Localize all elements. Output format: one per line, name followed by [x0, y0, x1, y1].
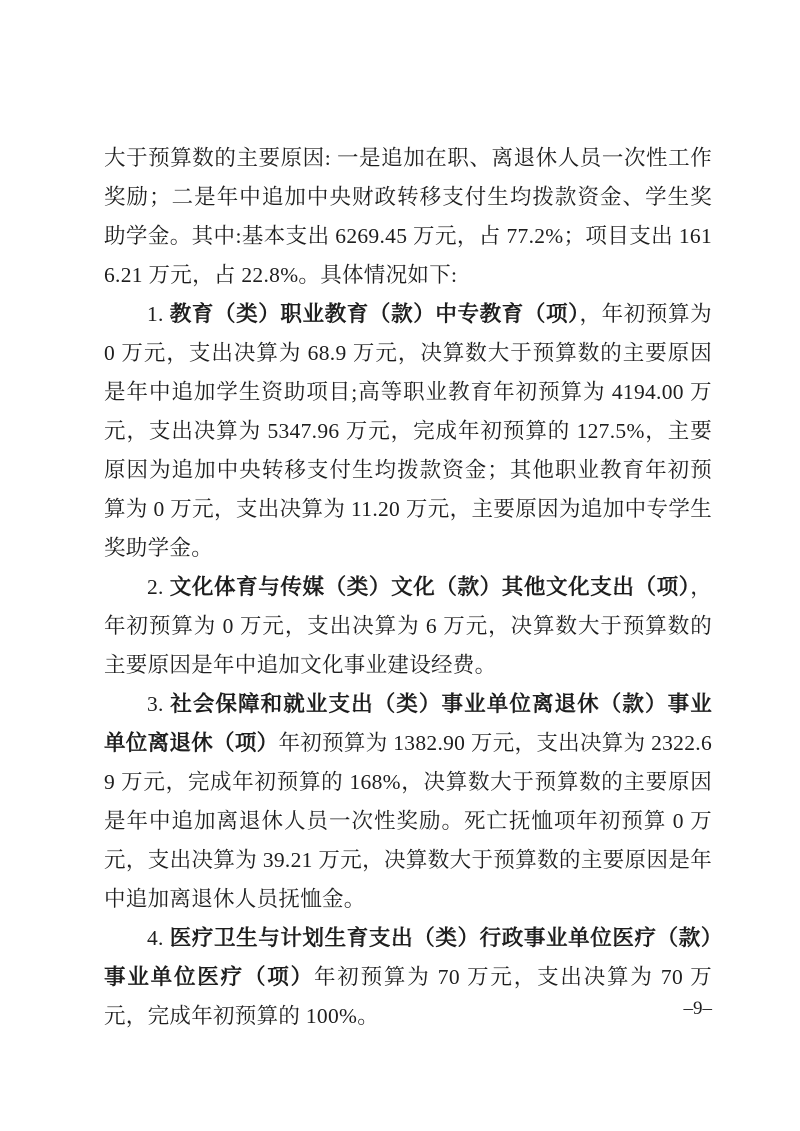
page-number: –9– [683, 998, 712, 1019]
paragraph-text: ，年初预算为 0 万元，支出决算为 68.9 万元，决算数大于预算数的主要原因是年中追加学生资助项目;高等职业教育年初预算为 4194.00 万元，支出决算为 5347.96 万元，完成年初预算的 127.5%，主要原因为追加中央转移支付生均拨款资金；其他职业教育年初预算为 0 万元，支出决算为 11.20 万元，主要原因为追加中专学生奖助学金。 [104, 302, 712, 560]
paragraph-text: 1. [147, 302, 170, 326]
paragraph-text: ，年初预算为 0 万元，支出决算为 6 万元，决算数大于预算数的主要原因是年中追加文化事业建设经费。 [104, 575, 712, 677]
budget-item-heading: 文化体育与传媒（类）文化（款）其他文化支出（项） [169, 575, 691, 599]
paragraph-text: 年初预算为 70 万元，支出决算为 70 万元，完成年初预算的 100%。 [104, 965, 713, 1028]
paragraph-text: 年初预算为 1382.90 万元，支出决算为 2322.69 万元，完成年初预算的 168%，决算数大于预算数的主要原因是年中追加离退休人员一次性奖励。死亡抚恤项年初预算 0 万元，支出决算为 39.21 万元，决算数大于预算数的主要原因是年中追加离退休人员抚恤金。 [104, 731, 713, 911]
paragraph [104, 139, 712, 295]
paragraph-text: 2. [147, 575, 170, 599]
paragraph [104, 568, 712, 685]
paragraph-text: 4. [147, 926, 170, 950]
paragraph-text: 大于预算数的主要原因: 一是追加在职、离退休人员一次性工作奖励；二是年中追加中央财政转移支付生均拨款资金、学生奖助学金。其中:基本支出 6269.45 万元，占 77.2%；项目支出 1616.21 万元，占 22.8%。具体情况如下: [104, 146, 712, 287]
paragraph [104, 685, 712, 919]
paragraph [104, 919, 712, 1036]
paragraph-text: 3. [147, 692, 171, 716]
budget-item-heading: 教育（类）职业教育（款）中专教育（项） [169, 302, 580, 326]
document-body [104, 139, 712, 1036]
budget-item-heading: 社会保障和就业支出（类）事业单位离退休（款）事业单位离退休（项） [104, 692, 713, 755]
budget-item-heading: 医疗卫生与计划生育支出（类）行政事业单位医疗（款）事业单位医疗（项） [104, 926, 712, 989]
paragraph [104, 295, 712, 568]
